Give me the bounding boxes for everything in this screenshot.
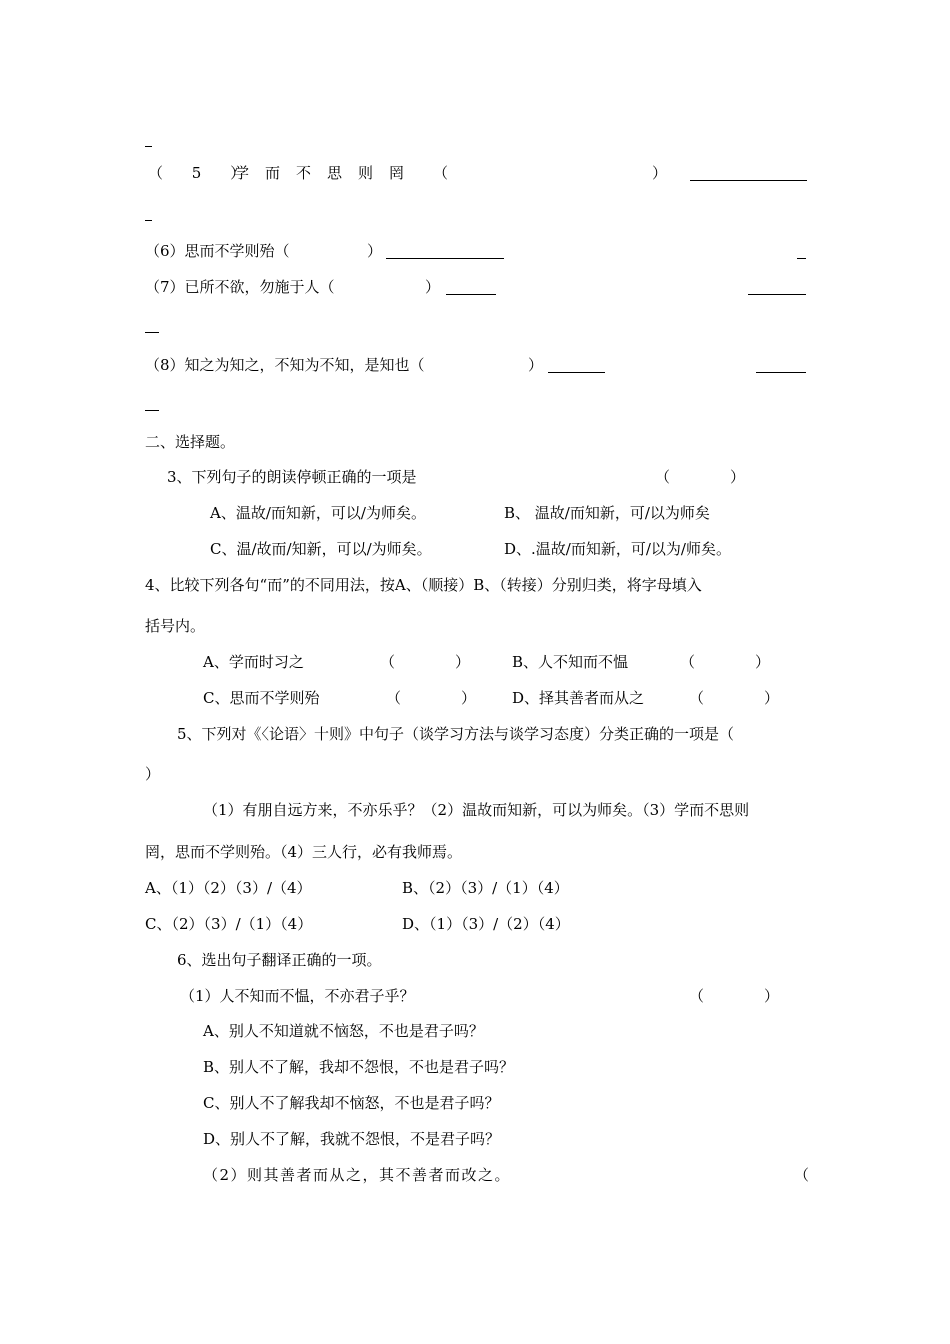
q5-option-c: C、（2）（3）/（1）（4） xyxy=(145,915,313,933)
q5-stem-line2: ） xyxy=(145,765,161,783)
fill-item-5-close-paren: ） xyxy=(652,164,668,182)
answer-blank-8[interactable] xyxy=(548,372,605,373)
blank-line-fragment xyxy=(145,146,152,147)
q4-item-b: B、人不知而不愠 xyxy=(512,653,629,671)
blank-line-fragment xyxy=(145,220,152,221)
q6-option-c: C、别人不了解我却不恼怒，不也是君子吗？ xyxy=(203,1094,500,1112)
fill-item-7-text: （7）已所不欲，勿施于人（ xyxy=(145,278,335,296)
answer-blank-6[interactable] xyxy=(386,258,504,259)
fill-item-5-text: 学而不思则罔 xyxy=(234,164,421,182)
q4-item-d-paren[interactable]: （ ） xyxy=(689,689,780,707)
q6-stem: 6、选出句子翻译正确的一项。 xyxy=(177,951,382,969)
q4-item-c: C、思而不学则殆 xyxy=(203,689,320,707)
q6-sub2-paren[interactable]: （ xyxy=(794,1166,810,1184)
answer-blank-5[interactable] xyxy=(690,180,807,181)
q6-option-d: D、别人不了解，我就不怨恨，不是君子吗？ xyxy=(203,1130,501,1148)
q5-stem-line1: 5、下列对《〈论语〉十则》中句子（谈学习方法与谈学习态度）分类正确的一项是（ xyxy=(177,725,735,743)
q6-sub2: （2）则其善者而从之，其不善者而改之。 xyxy=(203,1166,512,1184)
answer-blank-7[interactable] xyxy=(446,294,496,295)
fill-item-6-text: （6）思而不学则殆（ xyxy=(145,242,290,260)
q6-sub1-paren[interactable]: （ ） xyxy=(689,987,780,1005)
q6-option-a: A、别人不知道就不恼怒，不也是君子吗？ xyxy=(203,1022,484,1040)
fill-item-6-close-paren: ） xyxy=(367,242,383,260)
section-heading-choice: 二、选择题。 xyxy=(145,433,236,451)
fill-item-5-open-paren: （ xyxy=(433,164,449,182)
fill-item-7-close-paren: ） xyxy=(425,278,441,296)
q3-option-c: C、温/故而/知新，可以/为师矣。 xyxy=(210,540,432,558)
q3-option-d: D、.温故/而知新，可/以为/师矣。 xyxy=(504,540,731,558)
fill-item-8-text: （8）知之为知之，不知为不知，是知也（ xyxy=(145,356,425,374)
answer-blank-6-end[interactable] xyxy=(797,258,806,259)
blank-line-fragment xyxy=(145,332,159,333)
q4-item-a-paren[interactable]: （ ） xyxy=(380,653,471,671)
q5-quote-line2: 罔，思而不学则殆。（4）三人行，必有我师焉。 xyxy=(145,843,463,861)
q4-item-d: D、择其善者而从之 xyxy=(512,689,645,707)
q4-item-b-paren[interactable]: （ ） xyxy=(680,653,771,671)
blank-line-fragment xyxy=(145,410,159,411)
q3-stem: 3、下列句子的朗读停顿正确的一项是 xyxy=(167,468,417,486)
q4-stem-line1: 4、比较下列各句“而”的不同用法，按A、（顺接）B、（转接）分别归类，将字母填入 xyxy=(145,576,702,594)
q5-option-b: B、（2）（3）/（1）（4） xyxy=(402,879,569,897)
q5-quote-line1: （1）有朋自远方来，不亦乐乎？（2）温故而知新，可以为师矣。（3）学而不思则 xyxy=(203,801,750,819)
q3-answer-paren[interactable]: （ ） xyxy=(655,468,746,486)
q3-option-b: B、 温故/而知新，可/以为师矣 xyxy=(504,504,710,522)
q4-stem-line2: 括号内。 xyxy=(145,617,206,635)
answer-blank-8-end[interactable] xyxy=(756,372,806,373)
q3-option-a: A、温故/而知新，可以/为师矣。 xyxy=(210,504,426,522)
fill-item-8-close-paren: ） xyxy=(528,356,544,374)
q5-option-d: D、（1）（3）/（2）（4） xyxy=(402,915,570,933)
q6-sub1: （1）人不知而不愠，不亦君子乎？ xyxy=(180,987,415,1005)
q4-item-c-paren[interactable]: （ ） xyxy=(386,689,477,707)
fill-item-5-number: （ 5 ） xyxy=(148,164,258,182)
answer-blank-7-end[interactable] xyxy=(748,294,806,295)
q4-item-a: A、学而时习之 xyxy=(203,653,304,671)
q5-option-a: A、（1）（2）（3）/（4） xyxy=(145,879,312,897)
q6-option-b: B、别人不了解，我却不怨恨，不也是君子吗？ xyxy=(203,1058,515,1076)
